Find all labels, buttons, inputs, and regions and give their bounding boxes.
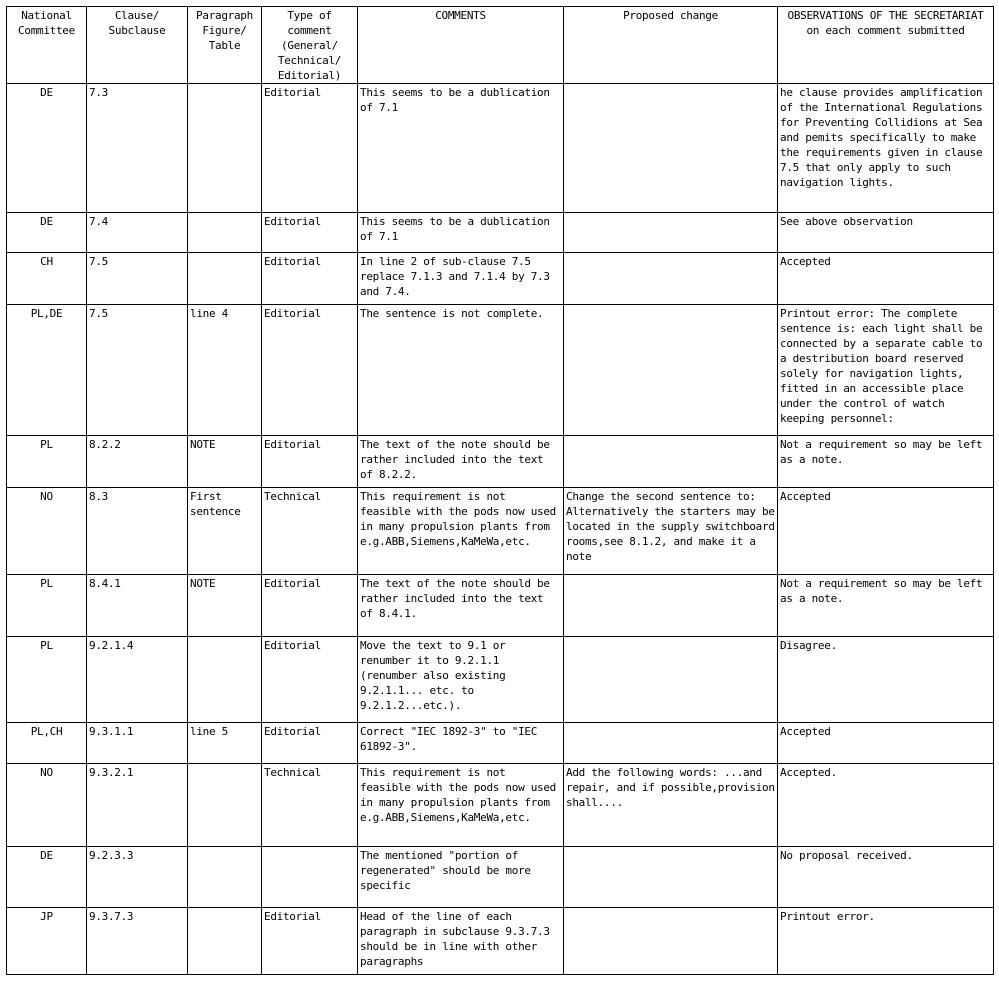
cell-comment: This requirement is not feasible with the pods now used in many propulsion plants from e.g.ABB,Siemens,KaMeWa,etc. [358,764,564,847]
cell-committee: PL [7,637,87,723]
header-national-committee: National Committee [7,7,87,84]
cell-comment: The sentence is not complete. [358,305,564,436]
cell-comment: In line 2 of sub-clause 7.5 replace 7.1.3 and 7.1.4 by 7.3 and 7.4. [358,253,564,305]
cell-clause: 7.4 [87,213,188,253]
cell-proposed [564,213,778,253]
cell-committee: PL [7,575,87,637]
cell-type: Editorial [262,575,358,637]
cell-paragraph [188,84,262,213]
cell-committee: NO [7,488,87,575]
cell-comment: The text of the note should be rather included into the text of 8.2.2. [358,436,564,488]
cell-type: Editorial [262,908,358,975]
table-row [7,84,994,213]
cell-paragraph [188,847,262,908]
table-row [7,305,994,436]
header-proposed-change: Proposed change [564,7,778,84]
cell-type: Technical [262,488,358,575]
cell-clause: 8.3 [87,488,188,575]
cell-observation: Not a requirement so may be left as a note. [778,575,994,637]
cell-observation: Printout error. [778,908,994,975]
cell-committee: DE [7,847,87,908]
cell-proposed: Add the following words: ...and repair, and if possible,provision shall.... [564,764,778,847]
cell-clause: 7.5 [87,253,188,305]
cell-comment: The mentioned "portion of regenerated" should be more specific [358,847,564,908]
cell-proposed [564,847,778,908]
cell-committee: CH [7,253,87,305]
cell-clause: 9.2.3.3 [87,847,188,908]
cell-committee: JP [7,908,87,975]
cell-proposed [564,253,778,305]
cell-observation: Accepted [778,488,994,575]
cell-observation: See above observation [778,213,994,253]
cell-proposed [564,908,778,975]
cell-paragraph [188,908,262,975]
cell-clause: 8.4.1 [87,575,188,637]
cell-observation: Not a requirement so may be left as a note. [778,436,994,488]
cell-observation: Disagree. [778,637,994,723]
cell-committee: NO [7,764,87,847]
cell-paragraph [188,637,262,723]
cell-proposed [564,305,778,436]
header-comments: COMMENTS [358,7,564,84]
cell-type: Editorial [262,305,358,436]
cell-proposed: Change the second sentence to: Alternatively the starters may be located in the supply switchboard rooms,see 8.1.2, and make it a note [564,488,778,575]
cell-type: Editorial [262,84,358,213]
cell-observation: No proposal received. [778,847,994,908]
cell-comment: Head of the line of each paragraph in subclause 9.3.7.3 should be in line with other paragraphs [358,908,564,975]
cell-paragraph [188,764,262,847]
cell-paragraph: line 5 [188,723,262,764]
cell-committee: PL [7,436,87,488]
cell-clause: 9.3.7.3 [87,908,188,975]
cell-proposed [564,575,778,637]
comments-table [6,6,994,975]
cell-comment: The text of the note should be rather included into the text of 8.4.1. [358,575,564,637]
cell-proposed [564,436,778,488]
cell-observation: Printout error: The complete sentence is: each light shall be connected by a separate cable to a destribution board reserved solely for navigation lights, fitted in an accessible place under the control of watch keeping personnel: [778,305,994,436]
cell-committee: PL,CH [7,723,87,764]
table-row [7,488,994,575]
cell-paragraph: NOTE [188,436,262,488]
cell-observation: Accepted. [778,764,994,847]
cell-paragraph: line 4 [188,305,262,436]
cell-clause: 9.3.1.1 [87,723,188,764]
cell-clause: 7.5 [87,305,188,436]
header-row [7,7,994,84]
table-row [7,575,994,637]
cell-clause: 8.2.2 [87,436,188,488]
table-row [7,908,994,975]
header-paragraph: Paragraph Figure/ Table [188,7,262,84]
cell-type [262,847,358,908]
cell-type: Editorial [262,723,358,764]
cell-committee: DE [7,213,87,253]
cell-type: Technical [262,764,358,847]
header-comment-type: Type of comment (General/ Technical/ Editorial) [262,7,358,84]
cell-clause: 9.2.1.4 [87,637,188,723]
header-clause: Clause/ Subclause [87,7,188,84]
cell-comment: Move the text to 9.1 or renumber it to 9.2.1.1 (renumber also existing 9.2.1.1... etc. to 9.2.1.2...etc.). [358,637,564,723]
cell-proposed [564,637,778,723]
cell-type: Editorial [262,213,358,253]
cell-clause: 9.3.2.1 [87,764,188,847]
cell-proposed [564,84,778,213]
cell-observation: he clause provides amplification of the International Regulations for Preventing Collidions at Sea and pemits specifically to make the requirements given in clause 7.5 that only apply to such navigation lights. [778,84,994,213]
cell-committee: PL,DE [7,305,87,436]
table-row [7,253,994,305]
cell-type: Editorial [262,436,358,488]
cell-comment: This seems to be a dublication of 7.1 [358,84,564,213]
cell-paragraph: NOTE [188,575,262,637]
cell-type: Editorial [262,637,358,723]
table-row [7,847,994,908]
cell-proposed [564,723,778,764]
cell-paragraph [188,213,262,253]
cell-comment: This seems to be a dublication of 7.1 [358,213,564,253]
table-row [7,213,994,253]
table-row [7,723,994,764]
cell-paragraph [188,253,262,305]
cell-committee: DE [7,84,87,213]
cell-comment: This requirement is not feasible with the pods now used in many propulsion plants from e.g.ABB,Siemens,KaMeWa,etc. [358,488,564,575]
table-row [7,764,994,847]
table-row [7,637,994,723]
table-row [7,436,994,488]
header-observations: OBSERVATIONS OF THE SECRETARIAT on each comment submitted [778,7,994,84]
cell-paragraph: First sentence [188,488,262,575]
cell-comment: Correct "IEC 1892-3" to "IEC 61892-3". [358,723,564,764]
cell-observation: Accepted [778,723,994,764]
cell-observation: Accepted [778,253,994,305]
cell-type: Editorial [262,253,358,305]
cell-clause: 7.3 [87,84,188,213]
